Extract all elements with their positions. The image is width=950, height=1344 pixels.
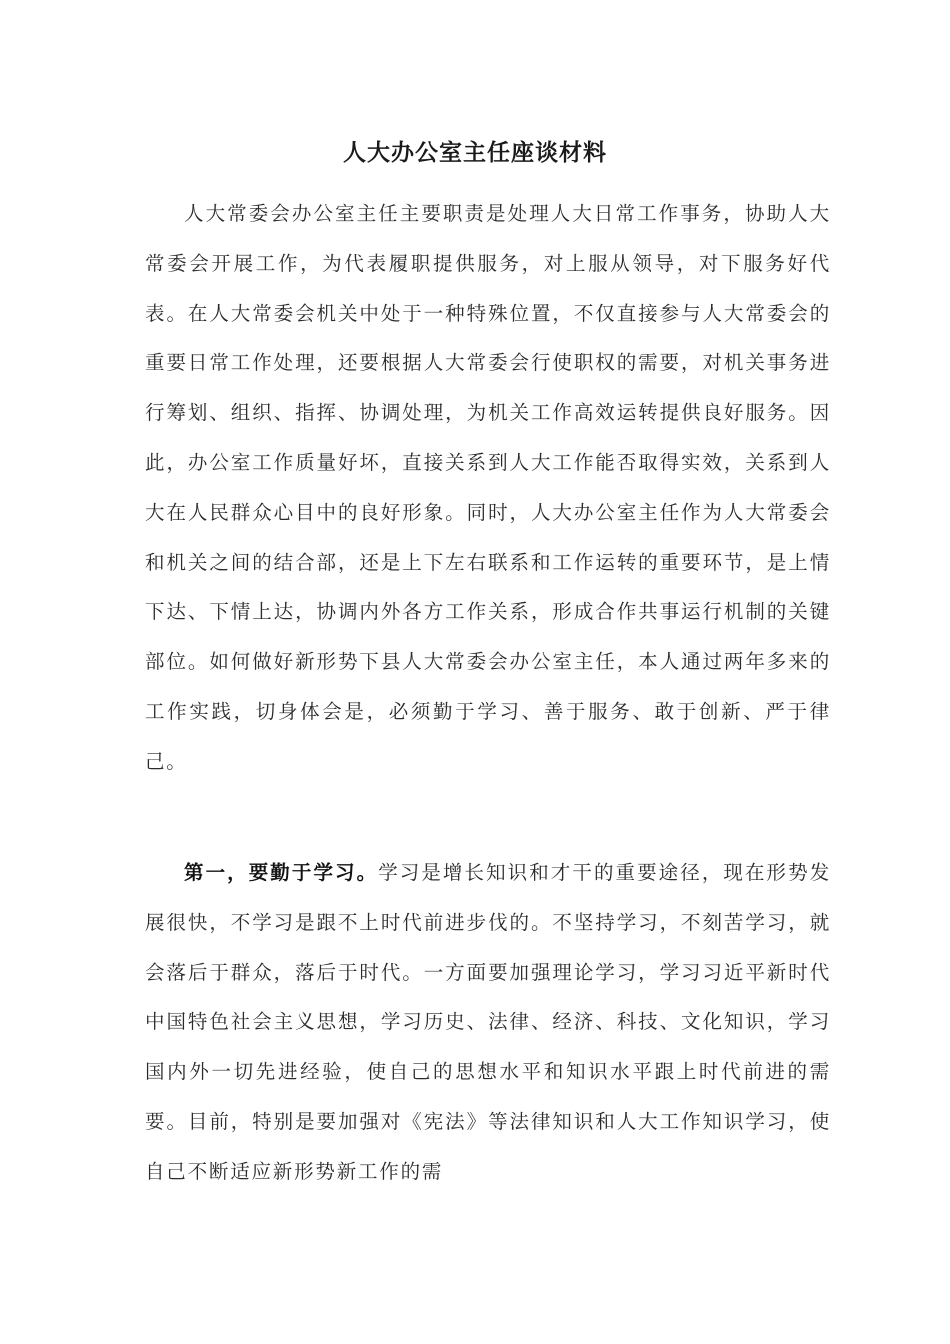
body-paragraph-study <box>145 848 831 1197</box>
paragraph-text: 学习是增长知识和才干的重要途径，现在形势发展很快，不学习是跟不上时代前进步伐的。不坚持学习，不刻苦学习，就会落后于群众，落后于时代。一方面要加强理论学习，学习习近平新时代中国特色社会主义思想，学习历史、法律、经济、科技、文化知识，学习国内外一切先进经验，使自己的思想水平和知识水平跟上时代前进的需要。目前，特别是要加强对《宪法》等法律知识和人大工作知识学习，使自己不断适应新形势新工作的需 <box>145 861 831 1183</box>
body-paragraph-intro <box>145 189 831 787</box>
document-title: 人大办公室主任座谈材料 <box>343 139 607 166</box>
paragraph-text: 人大常委会办公室主任主要职责是处理人大日常工作事务，协助人大常委会开展工作，为代表履职提供服务，对上服从领导，对下服务好代表。在人大常委会机关中处于一种特殊位置，不仅直接参与人大常委会的重要日常工作处理，还要根据人大常委会行使职权的需要，对机关事务进行筹划、组织、指挥、协调处理，为机关工作高效运转提供良好服务。因此，办公室工作质量好坏，直接关系到人大工作能否取得实效，关系到人大在人民群众心目中的良好形象。同时，人大办公室主任作为人大常委会和机关之间的结合部，还是上下左右联系和工作运转的重要环节，是上情下达、下情上达，协调内外各方工作关系，形成合作共事运行机制的关键部位。如何做好新形势下县人大常委会办公室主任，本人通过两年多来的工作实践，切身体会是，必须勤于学习、善于服务、敢于创新、严于律己。 <box>145 202 831 773</box>
paragraph-lead-heading: 第一，要勤于学习。 <box>184 861 379 884</box>
